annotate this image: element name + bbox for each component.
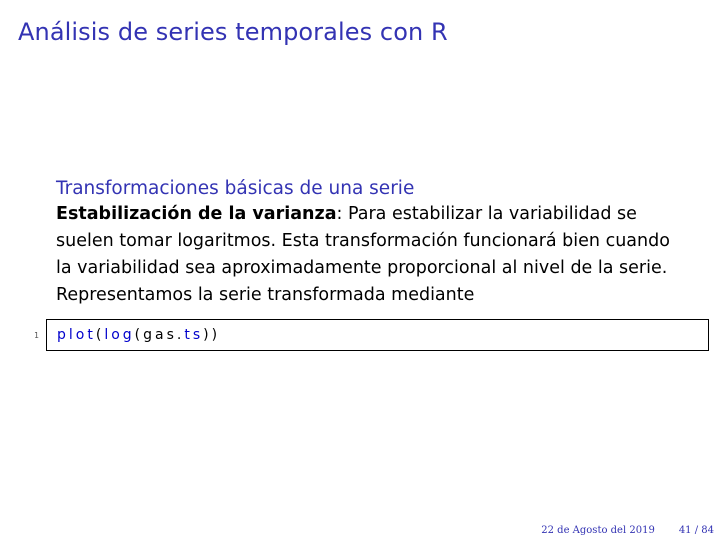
content-block — [56, 177, 706, 309]
code-token-gas: gas — [143, 327, 177, 343]
block-body — [56, 201, 706, 309]
body-line-2: suelen tomar logaritmos. Esta transformación funcionará bien cuando — [56, 231, 670, 251]
code-token-ts: ts — [184, 327, 204, 343]
slide-footer — [541, 525, 714, 536]
code-box — [46, 319, 709, 351]
code-line — [57, 327, 220, 343]
code-line-number: 1 — [34, 331, 39, 340]
body-line-1-rest: : Para estabilizar la variabilidad se — [336, 204, 637, 224]
body-line-4: Representamos la serie transformada mediante — [56, 285, 475, 305]
code-token-dot: . — [176, 327, 185, 343]
code-token-plot: plot — [57, 327, 96, 343]
body-line-3: la variabilidad sea aproximadamente proporcional al nivel de la serie. — [56, 258, 668, 278]
code-token-paren-open: ( — [95, 327, 105, 343]
footer-date: 22 de Agosto del 2019 — [541, 525, 655, 536]
code-token-paren-open-2: ( — [134, 327, 144, 343]
footer-page-number: 41 / 84 — [678, 525, 714, 536]
slide-title: Análisis de series temporales con R — [18, 18, 448, 46]
block-title: Transformaciones básicas de una serie — [56, 178, 415, 199]
code-token-log: log — [104, 327, 135, 343]
code-token-paren-close: )) — [203, 327, 221, 343]
body-bold-term: Estabilización de la varianza — [56, 204, 337, 224]
code-listing — [34, 319, 711, 353]
